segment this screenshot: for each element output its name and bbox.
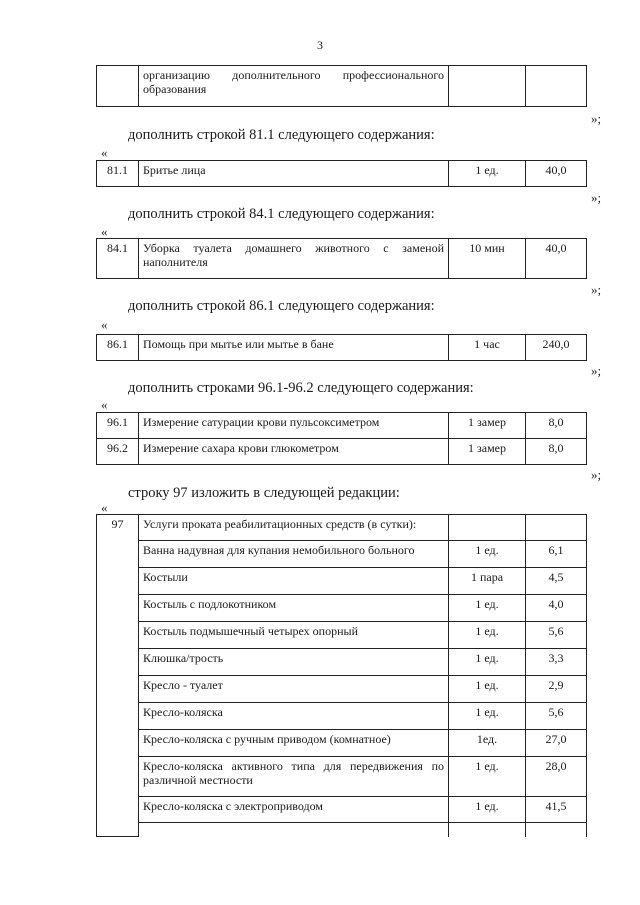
section-intro: строку 97 изложить в следующей редакции: — [128, 485, 400, 501]
table-row — [97, 161, 587, 187]
table-row — [97, 595, 587, 622]
service-name: Кресло-коляска с ручным приводом (комнатное) — [139, 730, 449, 757]
row-number: 84.1 — [97, 239, 139, 279]
table-row — [97, 515, 587, 541]
service-name-line: наполнителя — [143, 255, 208, 269]
table-row — [97, 335, 587, 361]
closing-quote: »; — [591, 467, 602, 482]
service-name — [139, 239, 449, 279]
table-row — [97, 703, 587, 730]
table-row — [97, 649, 587, 676]
rental-header: Услуги проката реабилитационных средств (в сутки): — [139, 515, 449, 541]
service-name: Кресло-коляска — [139, 703, 449, 730]
service-name: Ванна надувная для купания немобильного больного — [139, 541, 449, 568]
unit-cell: 1ед. — [449, 730, 526, 757]
opening-quote: « — [101, 145, 108, 160]
service-name: Костыль подмышечный четырех опорный — [139, 622, 449, 649]
service-name-line: организацию дополнительного профессионального — [143, 68, 444, 82]
price-cell: 4,5 — [526, 568, 587, 595]
unit-cell: 1 ед. — [449, 703, 526, 730]
unit-cell: 1 замер — [449, 439, 526, 465]
unit-cell: 1 ед. — [449, 797, 526, 823]
table-row — [97, 541, 587, 568]
service-table — [96, 160, 587, 187]
unit-cell: 1 ед. — [449, 757, 526, 797]
unit-cell: 1 ед. — [449, 595, 526, 622]
row-number: 96.2 — [97, 439, 139, 465]
price-cell: 5,6 — [526, 622, 587, 649]
service-name — [139, 757, 449, 797]
price-cell — [526, 66, 587, 107]
price-cell: 8,0 — [526, 439, 587, 465]
closing-quote: »; — [591, 190, 602, 205]
service-name: Клюшка/трость — [139, 649, 449, 676]
closing-quote: »; — [591, 363, 602, 378]
unit-cell — [449, 515, 526, 541]
service-name — [139, 823, 449, 837]
continuation-table — [96, 65, 587, 107]
service-table — [96, 238, 587, 279]
table-row — [97, 413, 587, 439]
price-cell: 40,0 — [526, 239, 587, 279]
table-row — [97, 823, 587, 837]
service-name-line: Уборка туалета домашнего животного с заменой — [143, 241, 444, 255]
price-cell: 3,3 — [526, 649, 587, 676]
table-row — [97, 568, 587, 595]
row-number: 86.1 — [97, 335, 139, 361]
price-cell: 27,0 — [526, 730, 587, 757]
service-name-line: Кресло-коляска активного типа для передвижения по — [143, 759, 444, 773]
table-row — [97, 622, 587, 649]
unit-cell: 1 замер — [449, 413, 526, 439]
price-cell — [526, 515, 587, 541]
service-table — [96, 412, 587, 465]
price-cell: 28,0 — [526, 757, 587, 797]
opening-quote: « — [101, 317, 108, 332]
unit-cell: 10 мин — [449, 239, 526, 279]
section-intro: дополнить строкой 81.1 следующего содержания: — [128, 127, 435, 143]
closing-quote: »; — [591, 282, 602, 297]
row-number — [97, 66, 139, 107]
page-number: 3 — [317, 38, 323, 52]
service-name: Кресло-коляска с электроприводом — [139, 797, 449, 823]
table-row — [97, 239, 587, 279]
price-cell: 2,9 — [526, 676, 587, 703]
closing-quote: »; — [591, 111, 602, 126]
price-cell: 6,1 — [526, 541, 587, 568]
unit-cell: 1 час — [449, 335, 526, 361]
table-row — [97, 730, 587, 757]
price-cell: 240,0 — [526, 335, 587, 361]
price-cell: 40,0 — [526, 161, 587, 187]
unit-cell: 1 пара — [449, 568, 526, 595]
price-cell: 8,0 — [526, 413, 587, 439]
price-cell: 5,6 — [526, 703, 587, 730]
service-name: Измерение сатурации крови пульсоксиметром — [139, 413, 449, 439]
service-name: Костыли — [139, 568, 449, 595]
price-cell: 41,5 — [526, 797, 587, 823]
section-intro: дополнить строкой 84.1 следующего содержания: — [128, 206, 435, 222]
service-name: Помощь при мытье или мытье в бане — [139, 335, 449, 361]
row-number: 81.1 — [97, 161, 139, 187]
rental-table — [96, 514, 587, 837]
service-name-line: образования — [143, 82, 207, 96]
table-row — [97, 66, 587, 107]
unit-cell — [449, 823, 526, 837]
price-cell: 4,0 — [526, 595, 587, 622]
service-name: Измерение сахара крови глюкометром — [139, 439, 449, 465]
unit-cell: 1 ед. — [449, 161, 526, 187]
unit-cell: 1 ед. — [449, 541, 526, 568]
table-row — [97, 676, 587, 703]
section-intro: дополнить строкой 86.1 следующего содержания: — [128, 298, 435, 314]
price-cell — [526, 823, 587, 837]
unit-cell — [449, 66, 526, 107]
unit-cell: 1 ед. — [449, 649, 526, 676]
service-name: Костыль с подлокотником — [139, 595, 449, 622]
service-table — [96, 334, 587, 361]
service-name: Кресло - туалет — [139, 676, 449, 703]
table-row — [97, 757, 587, 797]
unit-cell: 1 ед. — [449, 676, 526, 703]
row-number: 96.1 — [97, 413, 139, 439]
row-number: 97 — [97, 515, 139, 837]
unit-cell: 1 ед. — [449, 622, 526, 649]
opening-quote: « — [101, 397, 108, 412]
table-row — [97, 797, 587, 823]
service-name — [139, 66, 449, 107]
opening-quote: « — [101, 224, 108, 239]
table-row — [97, 439, 587, 465]
service-name-line: различной местности — [143, 773, 253, 787]
opening-quote: « — [101, 500, 108, 515]
service-name: Бритье лица — [139, 161, 449, 187]
section-intro: дополнить строками 96.1-96.2 следующего содержания: — [128, 380, 474, 396]
